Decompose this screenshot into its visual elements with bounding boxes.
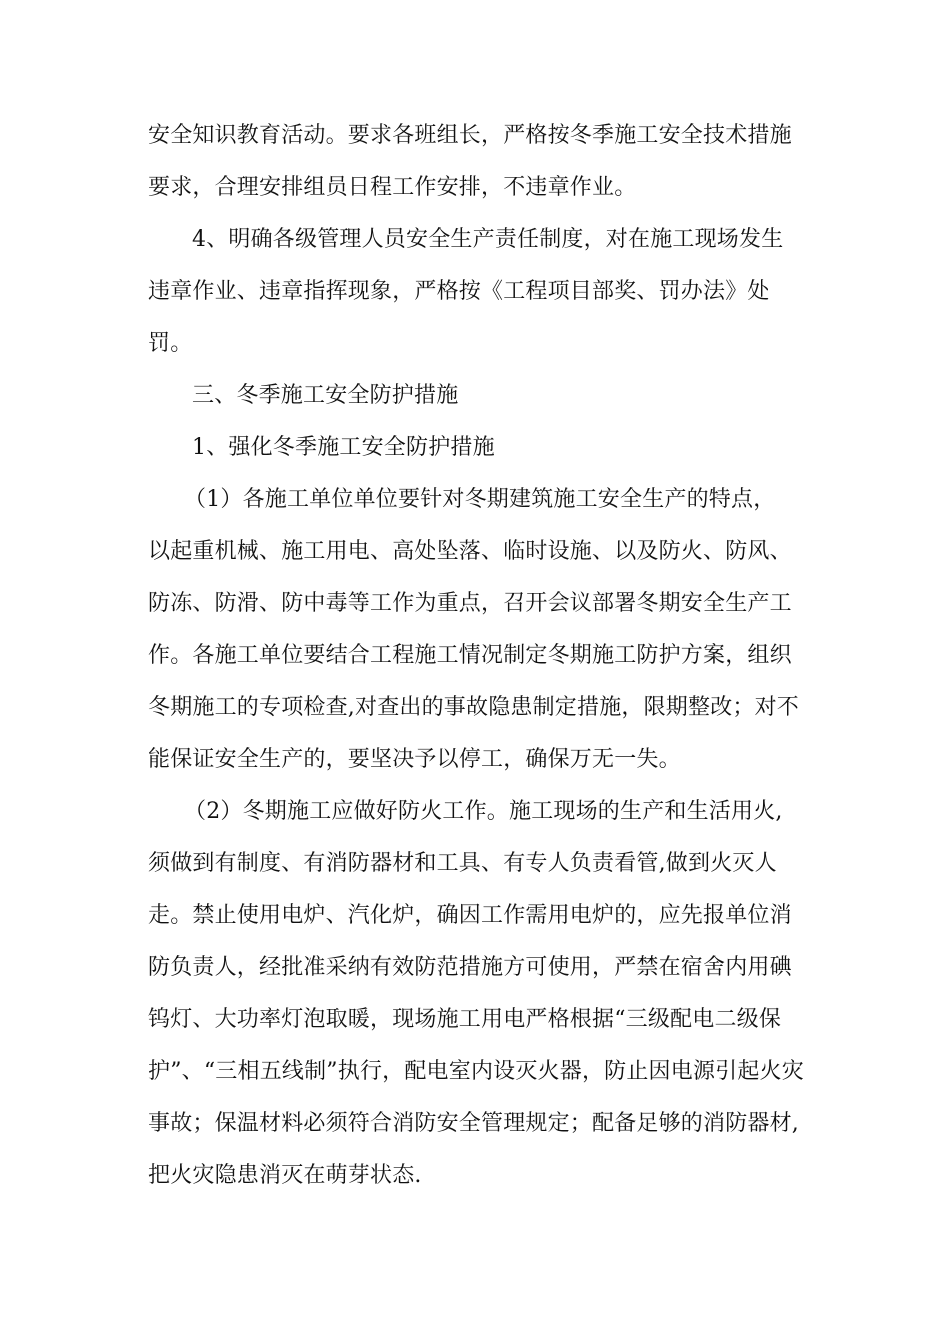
text-line: 违章作业、违章指挥现象，严格按《工程项目部奖、罚办法》处 bbox=[148, 279, 770, 304]
text-line: 能保证安全生产的，要坚决予以停工，确保万无一失。 bbox=[148, 747, 681, 772]
text-line: 安全知识教育活动。要求各班组长，严格按冬季施工安全技术措施 bbox=[148, 123, 792, 148]
text-line: （2）冬期施工应做好防火工作。施工现场的生产和生活用火, bbox=[184, 799, 783, 824]
text-line: 以起重机械、施工用电、高处坠落、临时设施、以及防火、防风、 bbox=[148, 539, 792, 564]
text-line: 事故；保温材料必须符合消防安全管理规定；配备足够的消防器材, bbox=[148, 1111, 799, 1136]
text-line: 冬期施工的专项检查,对查出的事故隐患制定措施，限期整改；对不 bbox=[148, 695, 799, 720]
text-line: （1）各施工单位单位要针对冬期建筑施工安全生产的特点， bbox=[184, 487, 776, 512]
subsection-heading: 1、强化冬季施工安全防护措施 bbox=[192, 435, 495, 460]
text-line: 护”、“三相五线制”执行，配电室内设灭火器，防止因电源引起火灾 bbox=[148, 1059, 804, 1084]
section-heading: 三、冬季施工安全防护措施 bbox=[192, 383, 459, 408]
text-line: 要求，合理安排组员日程工作安排，不违章作业。 bbox=[148, 175, 637, 200]
text-line: 走。禁止使用电炉、汽化炉，确因工作需用电炉的，应先报单位消 bbox=[148, 903, 792, 928]
text-line: 4、明确各级管理人员安全生产责任制度，对在施工现场发生 bbox=[192, 227, 784, 252]
text-line: 钨灯、大功率灯泡取暖，现场施工用电严格根据“三级配电二级保 bbox=[148, 1007, 782, 1032]
text-line: 须做到有制度、有消防器材和工具、有专人负责看管,做到火灭人 bbox=[148, 851, 777, 876]
text-line: 罚。 bbox=[148, 331, 193, 356]
text-line: 防冻、防滑、防中毒等工作为重点，召开会议部署冬期安全生产工 bbox=[148, 591, 792, 616]
text-line: 把火灾隐患消灭在萌芽状态. bbox=[148, 1163, 422, 1188]
document-body bbox=[148, 110, 808, 1202]
text-line: 防负责人，经批准采纳有效防范措施方可使用，严禁在宿舍内用碘 bbox=[148, 955, 792, 980]
text-line: 作。各施工单位要结合工程施工情况制定冬期施工防护方案，组织 bbox=[148, 643, 792, 668]
